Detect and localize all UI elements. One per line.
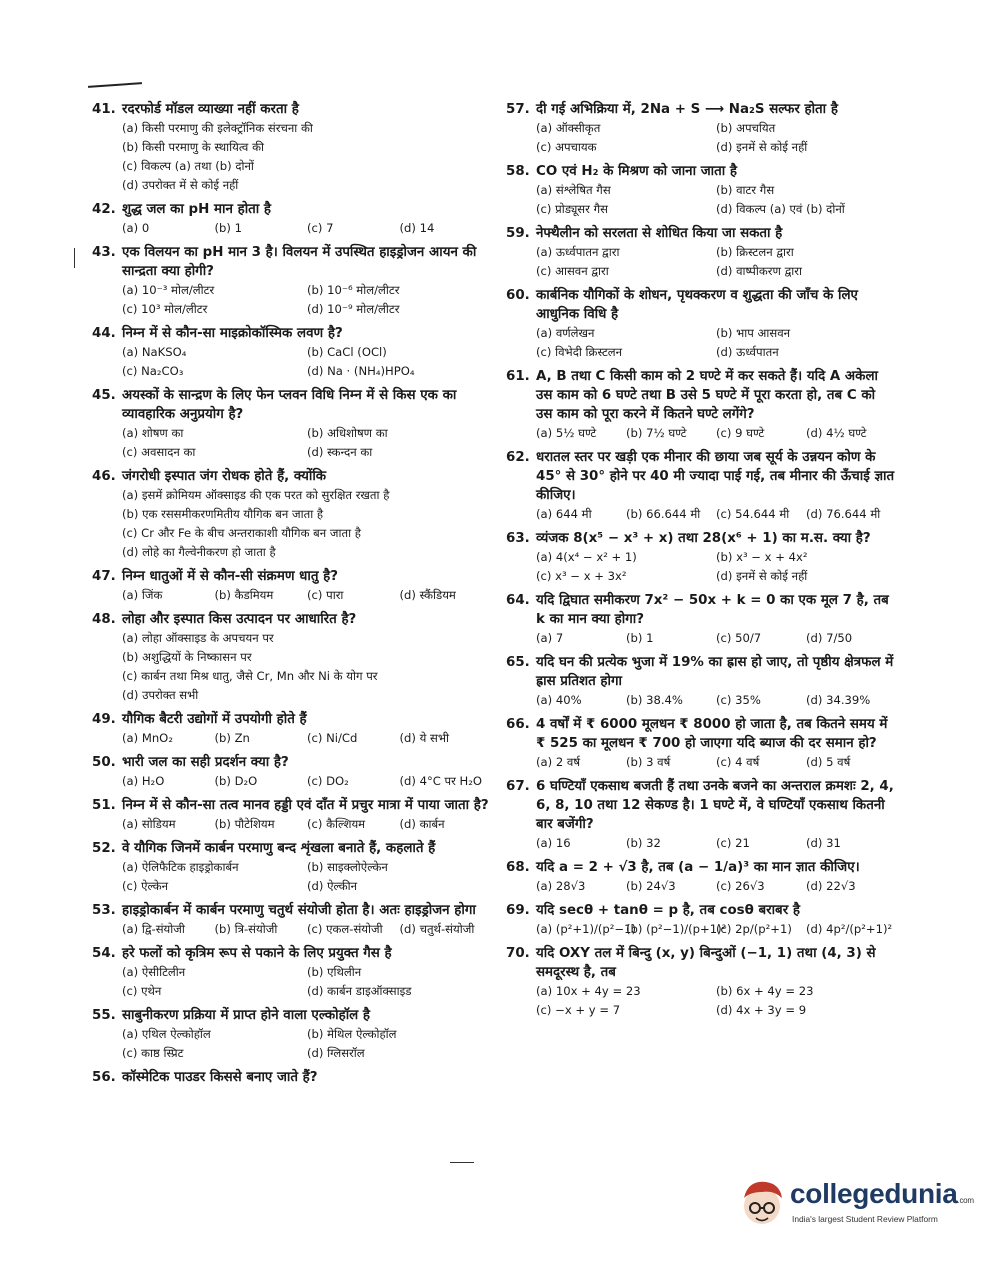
question-text: निम्न में से कौन-सा माइक्रोकॉस्मिक लवण है?: [122, 326, 343, 341]
answer-option: (b) क्रिस्टलन द्वारा: [716, 245, 794, 259]
question-number: 65.: [506, 655, 530, 670]
answer-option: (d) ऐल्कीन: [307, 879, 358, 893]
question-number: 66.: [506, 717, 530, 732]
option-list: [536, 753, 896, 772]
option-list: [536, 629, 896, 648]
answer-option: (b) अधिशोषण का: [307, 426, 388, 440]
question-item: [92, 753, 492, 791]
answer-option: (d) 5 वर्ष: [806, 755, 851, 769]
answer-option: (a) ऑक्सीकृत: [536, 121, 601, 135]
answer-option: (c) एकल-संयोजी: [307, 922, 383, 936]
question-number: 55.: [92, 1008, 116, 1023]
question-text: हरे फलों को कृत्रिम रूप से पकाने के लिए प्रयुक्त गैस है: [122, 946, 392, 961]
question-header: [92, 839, 492, 858]
question-header: [506, 162, 896, 181]
option-list: [536, 877, 896, 896]
answer-option: (d) स्कन्दन का: [307, 445, 373, 459]
question-item: [506, 448, 896, 524]
question-number: 61.: [506, 369, 530, 384]
question-text: लोहा और इस्पात किस उत्पादन पर आधारित है?: [122, 612, 357, 627]
answer-option: (d) कार्बन: [399, 817, 445, 831]
answer-option: (b) कैडमियम: [214, 588, 274, 602]
option-list: [122, 1025, 492, 1063]
answer-option: (c) आसवन द्वारा: [536, 264, 609, 278]
answer-option: (c) 35%: [716, 693, 761, 707]
option-list: [536, 834, 896, 853]
option-list: [122, 343, 492, 381]
question-text: व्यंजक 8(x⁵ − x³ + x) तथा 28(x⁶ + 1) का म.स. क्या है?: [536, 531, 871, 546]
question-number: 53.: [92, 903, 116, 918]
brand-name: collegedunia.com: [790, 1178, 974, 1209]
answer-option: (b) साइक्लोऐल्केन: [307, 860, 388, 874]
answer-option: (b) 1: [626, 631, 654, 645]
question-header: [506, 529, 896, 548]
answer-option: (c) अपचायक: [536, 140, 597, 154]
question-header: [92, 901, 492, 920]
answer-option: (a) 7: [536, 631, 564, 645]
answer-option: (d) लोहे का गैल्वेनीकरण हो जाता है: [122, 545, 276, 559]
option-list: [122, 772, 492, 791]
question-item: [506, 286, 896, 362]
question-item: [92, 467, 492, 562]
option-list: [122, 963, 492, 1001]
question-text: जंगरोधी इस्पात जंग रोधक होते हैं, क्योंकि: [122, 469, 327, 484]
question-item: [92, 567, 492, 605]
question-text: साबुनीकरण प्रक्रिया में प्राप्त होने वाला एल्कोहॉल है: [122, 1008, 371, 1023]
question-header: [506, 715, 896, 753]
answer-option: (d) 4p²/(p²+1)²: [806, 922, 893, 936]
question-text: वे यौगिक जिनमें कार्बन परमाणु बन्द शृंखला बनाते हैं, कहलाते हैं: [122, 841, 436, 856]
question-item: [92, 1006, 492, 1063]
answer-option: (b) x³ − x + 4x²: [716, 550, 808, 564]
question-text: दी गई अभिक्रिया में, 2Na + S ⟶ Na₂S सल्फर होता है: [536, 102, 838, 117]
answer-option: (b) वाटर गैस: [716, 183, 775, 197]
question-item: [506, 224, 896, 281]
answer-option: (d) विकल्प (a) एवं (b) दोनों: [716, 202, 845, 216]
question-number: 56.: [92, 1070, 116, 1085]
answer-option: (d) 31: [806, 836, 841, 850]
answer-option: (d) इनमें से कोई नहीं: [716, 140, 808, 154]
question-item: [506, 529, 896, 586]
question-item: [92, 386, 492, 462]
answer-option: (d) कार्बन डाइऑक्साइड: [307, 984, 412, 998]
option-list: [122, 281, 492, 319]
answer-option: (c) Ni/Cd: [307, 731, 358, 745]
question-header: [506, 100, 896, 119]
question-text: कार्बनिक यौगिकों के शोधन, पृथक्करण व शुद्धता की जाँच के लिए आधुनिक विधि है: [536, 288, 858, 322]
right-column: [506, 100, 896, 1025]
answer-option: (b) 1: [214, 221, 242, 235]
answer-option: (c) 26√3: [716, 879, 765, 893]
question-number: 52.: [92, 841, 116, 856]
answer-option: (a) ऐलिफैटिक हाइड्रोकार्बन: [122, 860, 239, 874]
answer-option: (b) (p²−1)/(p+1)²: [626, 922, 727, 936]
question-header: [506, 367, 896, 424]
answer-option: (a) एथिल ऐल्कोहॉल: [122, 1027, 211, 1041]
answer-option: (b) अशुद्धियों के निष्कासन पर: [122, 650, 252, 664]
answer-option: (d) 7/50: [806, 631, 853, 645]
question-item: [506, 858, 896, 896]
answer-option: (a) 644 मी: [536, 507, 592, 521]
question-number: 43.: [92, 245, 116, 260]
question-text: निम्न में से कौन-सा तत्व मानव हड्डी एवं दाँत में प्रचुर मात्रा में पाया जाता है?: [122, 798, 489, 813]
question-number: 59.: [506, 226, 530, 241]
answer-option: (c) 4 वर्ष: [716, 755, 760, 769]
answer-option: (d) 34.39%: [806, 693, 871, 707]
question-text: 6 घण्टियाँ एकसाथ बजती हैं तथा उनके बजने का अन्तराल क्रमशः 2, 4, 6, 8, 10 तथा 12 सेकण्ड है। 1 घण्टे में, वे घण्टियाँ एकसाथ कितनी बार बजेंगी?: [536, 779, 894, 832]
answer-option: (a) ऐसीटिलीन: [122, 965, 186, 979]
answer-option: (d) चतुर्थ-संयोजी: [399, 922, 475, 936]
question-number: 57.: [506, 102, 530, 117]
option-list: [536, 920, 896, 939]
answer-option: (b) CaCl (OCl): [307, 345, 387, 359]
option-list: [122, 219, 492, 238]
question-text: यदि a = 2 + √3 है, तब (a − 1/a)³ का मान ज्ञात कीजिए।: [536, 860, 860, 875]
answer-option: (a) 28√3: [536, 879, 586, 893]
question-header: [506, 777, 896, 834]
option-list: [122, 424, 492, 462]
scan-mark: [88, 82, 142, 88]
question-item: [506, 653, 896, 710]
answer-option: (c) 9 घण्टे: [716, 426, 765, 440]
answer-option: (a) द्वि-संयोजी: [122, 922, 185, 936]
question-header: [506, 286, 896, 324]
question-item: [92, 200, 492, 238]
answer-option: (b) 6x + 4y = 23: [716, 984, 814, 998]
question-header: [92, 1006, 492, 1025]
question-number: 48.: [92, 612, 116, 627]
scan-mark: [74, 248, 75, 268]
question-text: हाइड्रोकार्बन में कार्बन परमाणु चतुर्थ संयोजी होता है। अतः हाइड्रोजन होगा: [122, 903, 476, 918]
answer-option: (a) सोडियम: [122, 817, 176, 831]
option-list: [536, 505, 896, 524]
answer-option: (a) (p²+1)/(p²−1): [536, 922, 637, 936]
answer-option: (a) संश्लेषित गैस: [536, 183, 611, 197]
answer-option: (b) अपचयित: [716, 121, 776, 135]
scan-mark: [450, 1162, 474, 1163]
answer-option: (c) प्रोड्यूसर गैस: [536, 202, 608, 216]
question-header: [92, 610, 492, 629]
question-text: यदि secθ + tanθ = p है, तब cosθ बराबर है: [536, 903, 800, 918]
answer-option: (b) D₂O: [214, 774, 258, 788]
answer-option: (c) अवसादन का: [122, 445, 196, 459]
answer-option: (b) 7½ घण्टे: [626, 426, 687, 440]
question-text: यदि द्विघात समीकरण 7x² − 50x + k = 0 का एक मूल 7 है, तब k का मान क्या होगा?: [536, 593, 889, 627]
question-item: [506, 777, 896, 853]
answer-option: (b) Zn: [214, 731, 250, 745]
answer-option: (a) 4(x⁴ − x² + 1): [536, 550, 637, 564]
answer-option: (d) Na · (NH₄)HPO₄: [307, 364, 415, 378]
answer-option: (c) 10³ मोल/लीटर: [122, 302, 208, 316]
question-header: [506, 591, 896, 629]
question-number: 46.: [92, 469, 116, 484]
answer-option: (a) शोषण का: [122, 426, 184, 440]
answer-option: (a) 5½ घण्टे: [536, 426, 597, 440]
option-list: [122, 858, 492, 896]
question-item: [506, 367, 896, 443]
option-list: [122, 586, 492, 605]
question-header: [92, 324, 492, 343]
option-list: [536, 548, 896, 586]
answer-option: (a) जिंक: [122, 588, 163, 602]
question-number: 45.: [92, 388, 116, 403]
question-number: 50.: [92, 755, 116, 770]
option-list: [122, 920, 492, 939]
option-list: [536, 119, 896, 157]
answer-option: (a) किसी परमाणु की इलेक्ट्रॉनिक संरचना की: [122, 121, 313, 135]
question-text: यदि घन की प्रत्येक भुजा में 19% का ह्रास हो जाए, तो पृष्ठीय क्षेत्रफल में ह्रास प्रतिशत होगा: [536, 655, 894, 689]
question-item: [92, 1068, 492, 1087]
answer-option: (a) 16: [536, 836, 571, 850]
answer-option: (a) NaKSO₄: [122, 345, 187, 359]
answer-option: (d) 4½ घण्टे: [806, 426, 867, 440]
left-column: [92, 100, 492, 1092]
answer-option: (c) Na₂CO₃: [122, 364, 184, 378]
question-header: [92, 1068, 492, 1087]
question-item: [92, 243, 492, 319]
answer-option: (a) वर्णलेखन: [536, 326, 595, 340]
answer-option: (c) 2p/(p²+1): [716, 922, 792, 936]
option-list: [122, 119, 492, 195]
answer-option: (b) 24√3: [626, 879, 676, 893]
question-text: धरातल स्तर पर खड़ी एक मीनार की छाया जब सूर्य के उन्नयन कोण के 45° से 30° होने पर 40 मी ज्यादा पाई गई, तब मीनार की ऊँचाई ज्ञात कीजिए।: [536, 450, 895, 503]
answer-option: (d) 4x + 3y = 9: [716, 1003, 807, 1017]
answer-option: (d) स्कैंडियम: [399, 588, 456, 602]
answer-option: (a) H₂O: [122, 774, 165, 788]
answer-option: (c) विभेदी क्रिस्टलन: [536, 345, 623, 359]
brand-domain-suffix: .com: [957, 1196, 974, 1205]
question-text: नेफ्थैलीन को सरलता से शोधित किया जा सकता है: [536, 226, 783, 241]
answer-option: (b) किसी परमाणु के स्थायित्व की: [122, 140, 264, 154]
answer-option: (a) MnO₂: [122, 731, 173, 745]
question-number: 42.: [92, 202, 116, 217]
answer-option: (a) 10⁻³ मोल/लीटर: [122, 283, 215, 297]
question-item: [92, 100, 492, 195]
question-header: [92, 243, 492, 281]
question-text: अयस्कों के सान्द्रण के लिए फेन प्लवन विधि निम्न में से किस एक का व्यावहारिक अनुप्रयोग है?: [122, 388, 457, 422]
question-header: [92, 944, 492, 963]
question-text: यौगिक बैटरी उद्योगों में उपयोगी होते हैं: [122, 712, 307, 727]
question-header: [92, 200, 492, 219]
question-number: 41.: [92, 102, 116, 117]
answer-option: (d) इनमें से कोई नहीं: [716, 569, 808, 583]
question-number: 70.: [506, 946, 530, 961]
question-header: [506, 653, 896, 691]
question-item: [92, 944, 492, 1001]
question-number: 51.: [92, 798, 116, 813]
option-list: [122, 729, 492, 748]
answer-option: (b) त्रि-संयोजी: [214, 922, 278, 936]
answer-option: (c) पारा: [307, 588, 344, 602]
question-text: एक विलयन का pH मान 3 है। विलयन में उपस्थित हाइड्रोजन आयन की सान्द्रता क्या होगी?: [122, 245, 477, 279]
question-item: [92, 839, 492, 896]
question-number: 44.: [92, 326, 116, 341]
question-text: A, B तथा C किसी काम को 2 घण्टे में कर सकते हैं। यदि A अकेला उस काम को 6 घण्टे तथा B उसे 5 घण्टे में पूरा करता हो, तब C को उस काम को पूरा करने में कितने घण्टे लगेंगे?: [536, 369, 878, 422]
answer-option: (d) ऊर्ध्वपातन: [716, 345, 779, 359]
answer-option: (c) 7: [307, 221, 334, 235]
answer-option: (a) ऊर्ध्वपातन द्वारा: [536, 245, 620, 259]
option-list: [536, 181, 896, 219]
answer-option: (b) एथिलीन: [307, 965, 362, 979]
answer-option: (b) 66.644 मी: [626, 507, 701, 521]
question-number: 60.: [506, 288, 530, 303]
option-list: [122, 629, 492, 705]
answer-option: (d) 4°C पर H₂O: [399, 774, 483, 788]
question-header: [92, 567, 492, 586]
answer-option: (b) एक रससमीकरणमितीय यौगिक बन जाता है: [122, 507, 324, 521]
answer-option: (c) काष्ठ स्प्रिट: [122, 1046, 184, 1060]
answer-option: (a) 40%: [536, 693, 582, 707]
answer-option: (a) 2 वर्ष: [536, 755, 581, 769]
answer-option: (b) 38.4%: [626, 693, 683, 707]
answer-option: (c) ऐल्केन: [122, 879, 169, 893]
collegedunia-logo-icon: [738, 1176, 786, 1232]
answer-option: (a) 0: [122, 221, 150, 235]
answer-option: (b) 32: [626, 836, 661, 850]
question-number: 49.: [92, 712, 116, 727]
answer-option: (c) Cr और Fe के बीच अन्तराकाशी यौगिक बन जाता है: [122, 526, 361, 540]
answer-option: (b) मेथिल ऐल्कोहॉल: [307, 1027, 397, 1041]
answer-option: (c) −x + y = 7: [536, 1003, 621, 1017]
answer-option: (b) 3 वर्ष: [626, 755, 671, 769]
answer-option: (a) 10x + 4y = 23: [536, 984, 641, 998]
question-number: 64.: [506, 593, 530, 608]
question-item: [506, 162, 896, 219]
answer-option: (c) 54.644 मी: [716, 507, 790, 521]
question-number: 58.: [506, 164, 530, 179]
answer-option: (b) भाप आसवन: [716, 326, 791, 340]
question-text: भारी जल का सही प्रदर्शन क्या है?: [122, 755, 289, 770]
question-item: [506, 100, 896, 157]
question-number: 62.: [506, 450, 530, 465]
question-header: [506, 858, 896, 877]
answer-option: (d) 10⁻⁹ मोल/लीटर: [307, 302, 400, 316]
question-item: [92, 324, 492, 381]
answer-option: (b) 10⁻⁶ मोल/लीटर: [307, 283, 400, 297]
answer-option: (b) पौटेशियम: [214, 817, 275, 831]
question-item: [92, 901, 492, 939]
question-text: CO एवं H₂ के मिश्रण को जाना जाता है: [536, 164, 738, 179]
answer-option: (a) लोहा ऑक्साइड के अपचयन पर: [122, 631, 274, 645]
question-text: निम्न धातुओं में से कौन-सी संक्रमण धातु है?: [122, 569, 339, 584]
question-header: [92, 467, 492, 486]
option-list: [122, 486, 492, 562]
collegedunia-watermark: [738, 1176, 978, 1232]
question-number: 68.: [506, 860, 530, 875]
question-text: शुद्ध जल का pH मान होता है: [122, 202, 272, 217]
question-number: 69.: [506, 903, 530, 918]
question-header: [506, 224, 896, 243]
question-header: [506, 901, 896, 920]
question-text: यदि OXY तल में बिन्दु (x, y) बिन्दुओं (−1, 1) तथा (4, 3) से समदूरस्थ है, तब: [536, 946, 876, 980]
question-number: 67.: [506, 779, 530, 794]
question-header: [92, 710, 492, 729]
answer-option: (c) एथेन: [122, 984, 162, 998]
answer-option: (d) 76.644 मी: [806, 507, 881, 521]
question-item: [506, 944, 896, 1020]
question-item: [92, 610, 492, 705]
option-list: [536, 243, 896, 281]
option-list: [536, 424, 896, 443]
answer-option: (d) ये सभी: [399, 731, 449, 745]
answer-option: (a) इसमें क्रोमियम ऑक्साइड की एक परत को सुरक्षित रखता है: [122, 488, 390, 502]
question-header: [92, 796, 492, 815]
question-text: कॉस्मेटिक पाउडर किससे बनाए जाते हैं?: [122, 1070, 318, 1085]
question-number: 54.: [92, 946, 116, 961]
question-item: [92, 710, 492, 748]
question-text: 4 वर्षों में ₹ 6000 मूलधन ₹ 8000 हो जाता है, तब कितने समय में ₹ 525 का मूलधन ₹ 700 हो जाएगा यदि ब्याज की दर समान हो?: [536, 717, 888, 751]
answer-option: (d) 22√3: [806, 879, 856, 893]
option-list: [536, 982, 896, 1020]
answer-option: (c) 21: [716, 836, 750, 850]
option-list: [122, 815, 492, 834]
answer-option: (c) 50/7: [716, 631, 762, 645]
answer-option: (c) कैल्शियम: [307, 817, 366, 831]
answer-option: (d) वाष्पीकरण द्वारा: [716, 264, 802, 278]
answer-option: (d) उपरोक्त सभी: [122, 688, 199, 702]
question-header: [92, 753, 492, 772]
answer-option: (d) उपरोक्त में से कोई नहीं: [122, 178, 239, 192]
question-header: [92, 386, 492, 424]
answer-option: (c) विकल्प (a) तथा (b) दोनों: [122, 159, 254, 173]
question-header: [506, 448, 896, 505]
answer-option: (d) 14: [399, 221, 435, 235]
question-item: [506, 591, 896, 648]
answer-option: (d) ग्लिसरॉल: [307, 1046, 365, 1060]
answer-option: (c) कार्बन तथा मिश्र धातु, जैसे Cr, Mn और Ni के योग पर: [122, 669, 378, 683]
option-list: [536, 324, 896, 362]
brand-tagline: India's largest Student Review Platform: [792, 1214, 938, 1224]
question-number: 63.: [506, 531, 530, 546]
question-header: [506, 944, 896, 982]
question-item: [92, 796, 492, 834]
option-list: [536, 691, 896, 710]
question-number: 47.: [92, 569, 116, 584]
answer-option: (c) x³ − x + 3x²: [536, 569, 627, 583]
question-item: [506, 715, 896, 772]
question-item: [506, 901, 896, 939]
answer-option: (c) DO₂: [307, 774, 349, 788]
question-text: रदरफोर्ड मॉडल व्याख्या नहीं करता है: [122, 102, 299, 117]
question-header: [92, 100, 492, 119]
